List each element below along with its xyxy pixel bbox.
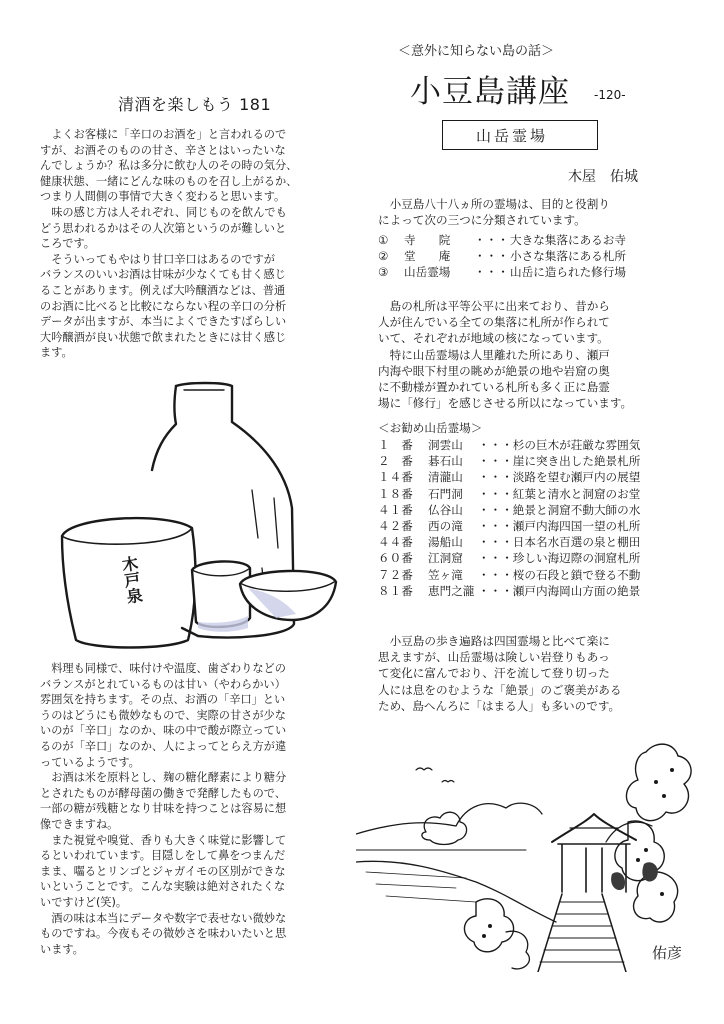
types-list [378, 232, 626, 281]
recommended-heading: ＜お勧め山岳霊場＞ [378, 421, 483, 435]
recommended-item: １４番 清瀧山 ・・・淡路を望む瀬戸内の展望 [378, 470, 641, 485]
subtitle: 山岳霊場 [476, 127, 549, 145]
recommended-item: ４１番 仏谷山 ・・・絶景と洞窟不動大師の水 [378, 502, 641, 517]
recommended-item: ６０番 江洞窟 ・・・珍しい海辺際の洞窟札所 [378, 551, 641, 566]
right-paragraph-3: 小豆島の歩き遍路は四国霊場と比べて楽に 思えますが、山岳霊場は険しい岩登りもあっ て変化に富んでおり、汗を流して登り切った 人には息をのむような「絶景」のご褒美がある ため、島へんろに「はまる人」も多いのです。 [378, 634, 622, 713]
illustrator-signature: 佑彦 [652, 944, 683, 962]
recommended-item: ２ 番 碁石山 ・・・崖に突き出した絶景札所 [378, 454, 641, 469]
series-number: -120- [594, 88, 626, 102]
type-row: ③ 山岳霊場 ・・・ 山岳に造られた修行場 [378, 265, 626, 280]
left-article-paragraph-2: 料理も同様で、味付けや温度、歯ざわりなどの バランスがとれているものは甘い（やわらかい） 雰囲気を持ちます。その点、お酒の「辛口」とい うのはどうにも微妙なもので、実際の甘さが少な いのが「辛口」なのか、味の中で酸が際立ってい るのが「辛口」なのか、人によってとらえ方が違 っているようです。 お酒は米を原料とし、麹の糖化酵素により糖分 とされたものが酵母菌の働きで発酵したもので、 一部の糖が残糖となり甘味を持つことは容易に想 像できますね。 また視覚や嗅覚、香りも大きく味覚に影響して るといわれています。目隠しをして鼻をつまんだ まま、囓るとリンゴとジャガイモの区別ができな いということです。こんな実験は絶対されたくな いですけど(笑)。 酒の味は本当にデータや数字で表せない微妙な ものですね。今夜もその微妙さを味わいたいと思 います。 [40, 662, 287, 956]
recommended-item: ４２番 西の滝 ・・・瀬戸内海四国一望の札所 [378, 519, 641, 534]
type-row: ① 寺 院 ・・・ 大きな集落にあるお寺 [378, 233, 626, 247]
recommended-item: １ 番 洞雲山 ・・・杉の巨木が荘厳な雰囲気 [378, 438, 641, 452]
type-row: ② 堂 庵 ・・・ 小さな集落にある札所 [378, 249, 626, 264]
temple-landscape-illustration [356, 722, 702, 972]
recommended-item: ８１番 恵門之瀧 ・・・瀬戸内海岡山方面の絶景 [378, 583, 641, 598]
series-kicker: ＜意外に知らない島の話＞ [398, 44, 555, 59]
recommended-item: １８番 石門洞 ・・・紅葉と清水と洞窟のお堂 [378, 486, 641, 501]
sake-illustration [48, 378, 338, 660]
left-article-title: 清酒を楽しもう 181 [118, 95, 272, 114]
right-paragraph-2: 島の札所は平等公平に出来ており、昔から 人が住んでいる全ての集落に札所が作られて いて、それぞれが地域の核になっています。 特に山岳霊場は人里離れた所にあり、瀬戸 内海や眼下村里の眺めが絶景の地や岩窟の奥 に不動様が置かれている札所も多く正に島霊 場に「修行」を感じさせる所以になっています。 [378, 299, 633, 411]
intro-paragraph: 小豆島八十八ヵ所の霊場は、目的と役割り によって次の三つに分類されています。 [378, 197, 610, 228]
recommended-list [378, 437, 640, 599]
sake-cup-small [192, 561, 250, 627]
bottle-label: 木戸泉 [118, 554, 145, 605]
recommended-item: ７２番 笠ヶ滝 ・・・桜の石段と鎖で登る不動 [378, 567, 641, 582]
recommended-item: ４４番 湯船山 ・・・日本名水百選の泉と棚田 [378, 535, 641, 550]
series-title: 小豆島講座 [410, 74, 570, 110]
left-article-paragraph-1: よくお客様に「辛口のお酒を」と言われるので すが、お酒そのものの甘さ、辛さとはいったいな んでしょうか？私は多分に飲む人のその時の気分、 健康状態、一緒にどんな味のものを召し上がるか、 つまり人間側の事情で大きく変わると思います。 味の感じ方は人それぞれ、同じものを飲んでも どう思われるかはその人次第というのが難しいと ころです。 そういってもやはり甘口辛口はあるのですが バランスのいいお酒は甘味が少なくても甘く感じ ることがあります。例えば大吟醸酒などは、普通 のお酒に比べると比較にならない程の辛口の分析 データが出ますが、本当によくできたすばらしい 大吟醸酒が良い状態で飲まれたときには甘く感じ ます。 [40, 128, 298, 360]
author: 木屋 佑城 [568, 169, 638, 185]
